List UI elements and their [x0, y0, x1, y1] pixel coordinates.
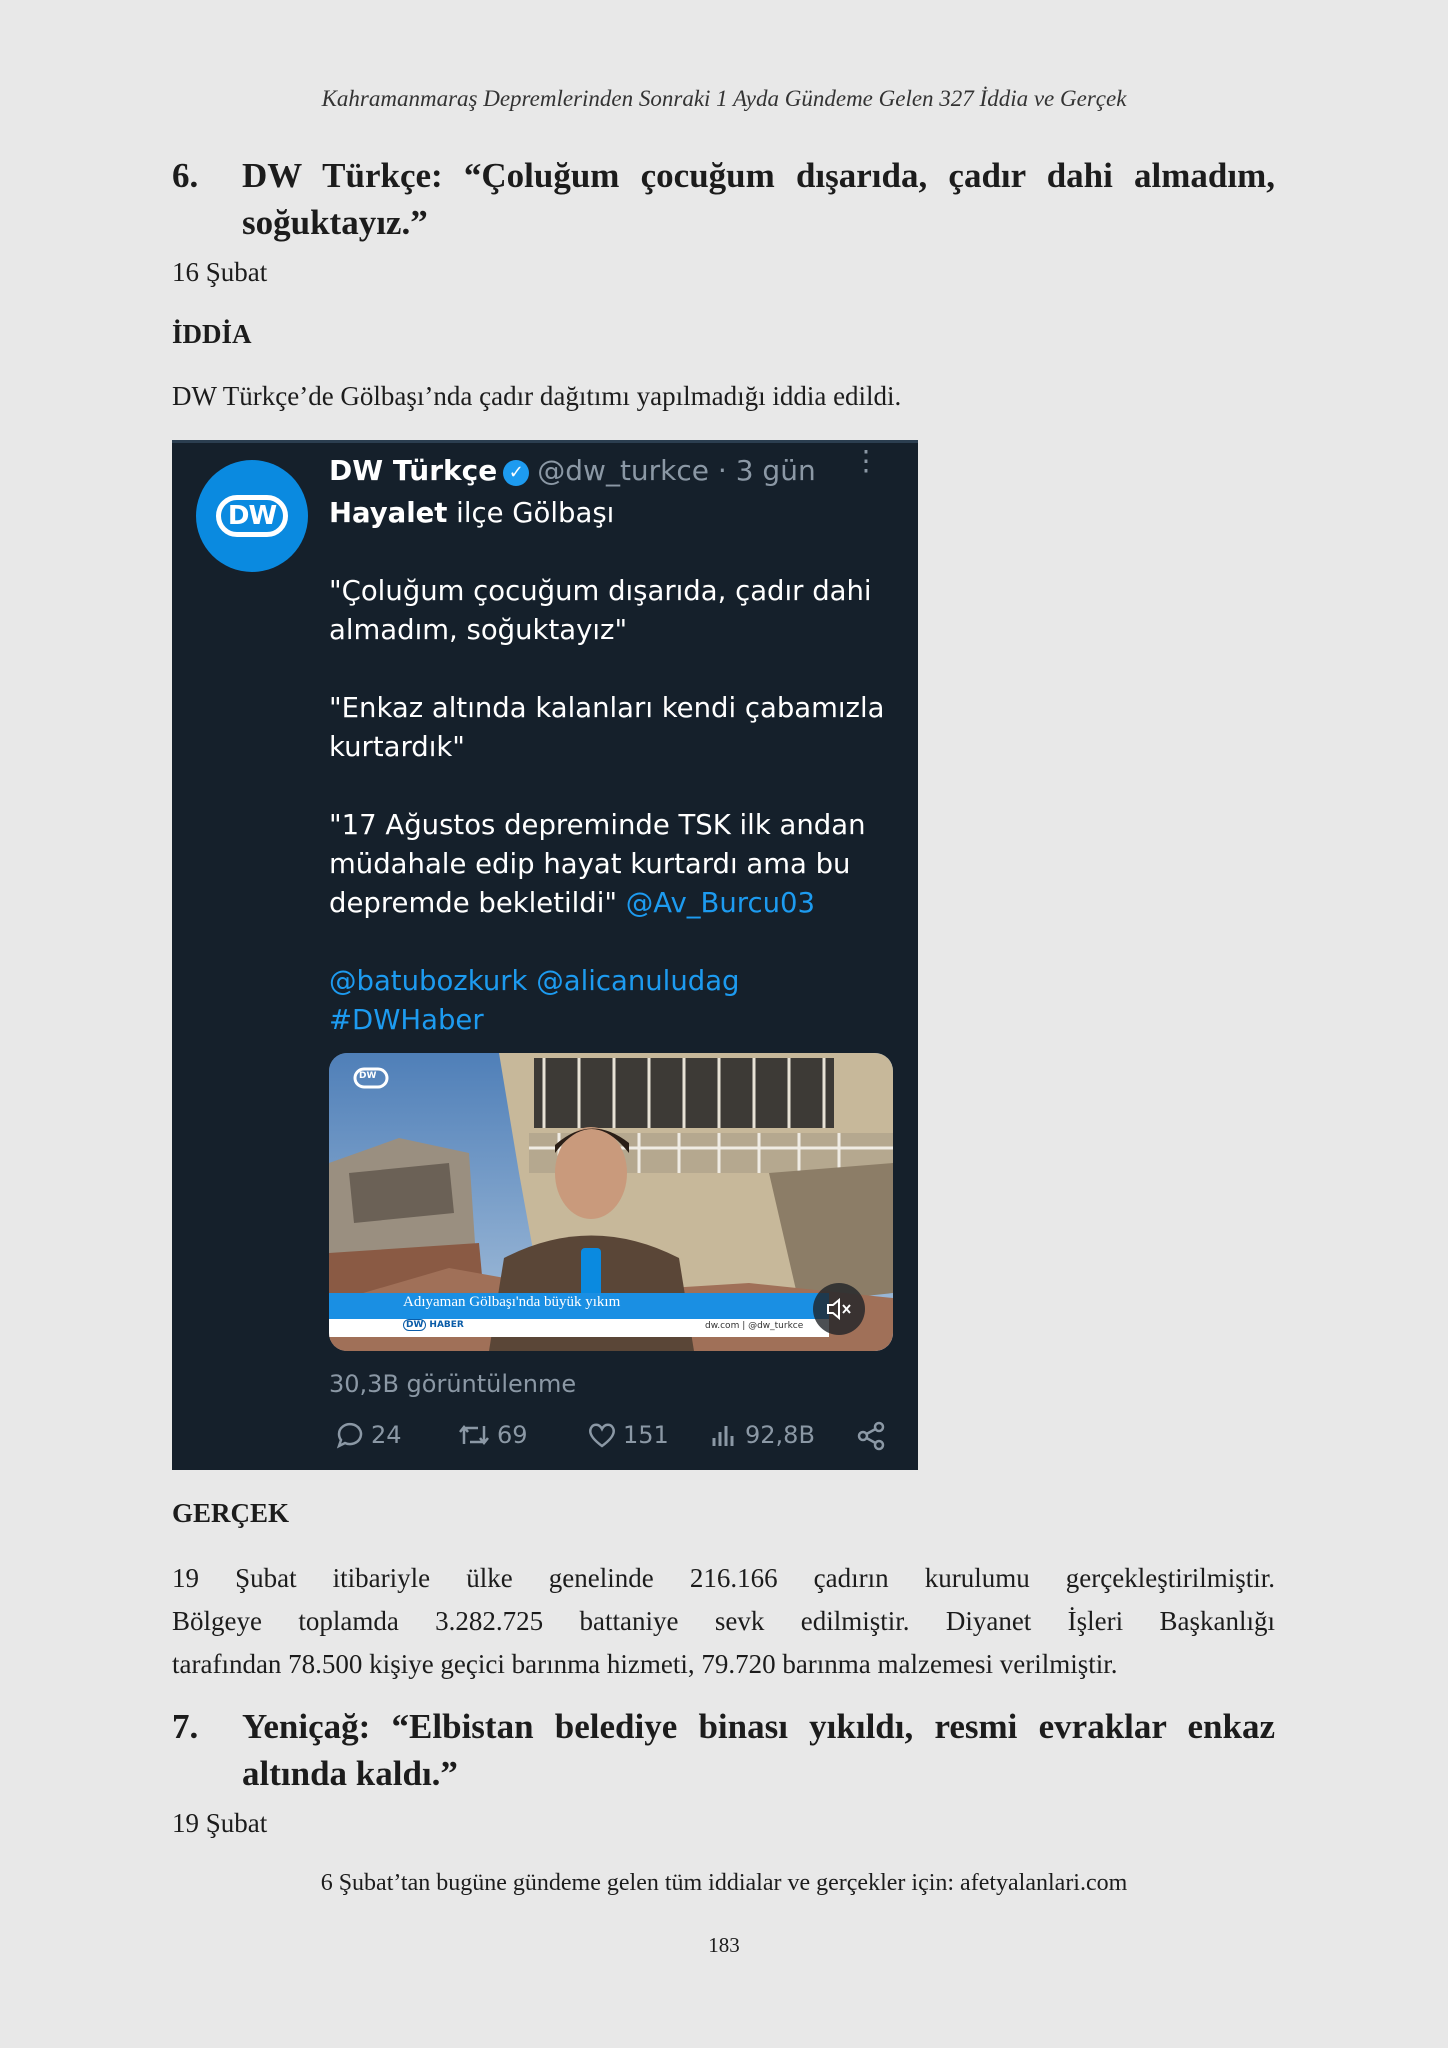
reply-count: 24: [371, 1421, 402, 1449]
section-6-title-line1: DW Türkçe: “Çoluğum çocuğum dışarıda, çadır dahi almadım,: [242, 156, 1275, 195]
fact-line1: 19 Şubat itibariyle ülke genelinde 216.166 çadırın kurulumu gerçekleştirilmiştir.: [172, 1563, 1275, 1593]
tweet-body: [329, 494, 899, 1040]
section-7-title-line1: Yeniçağ: “Elbistan belediye binası yıkıldı, resmi evraklar enkaz: [242, 1707, 1275, 1746]
like-action: [587, 1420, 669, 1450]
fact-text: [172, 1557, 1275, 1686]
video-credit: dw.com | @dw_turkce: [705, 1321, 804, 1331]
quote1-line2: almadım, soğuktayız": [329, 614, 628, 646]
video-brand: DW HABER: [403, 1320, 464, 1330]
fact-line2: Bölgeye toplamda 3.282.725 battaniye sevk edilmiştir. Diyanet İşleri Başkanlığı: [172, 1606, 1275, 1636]
footer-note: 6 Şubat’tan bugüne gündeme gelen tüm iddialar ve gerçekler için: afetyalanlari.com: [320, 1870, 1128, 1896]
hashtag-dwhaber: #DWHaber: [329, 1004, 484, 1036]
heart-icon: [587, 1420, 617, 1450]
claim-text: DW Türkçe’de Gölbaşı’nda çadır dağıtımı yapılmadığı iddia edildi.: [172, 381, 902, 411]
section-6-title-line2: soğuktayız.”: [242, 203, 428, 242]
mentions-line: @batubozkurk @alicanuludag: [329, 965, 740, 997]
reply-icon: [335, 1420, 365, 1450]
impressions-action: [709, 1420, 815, 1450]
tweet-line-bold: Hayalet: [329, 497, 448, 529]
video-caption: Adıyaman Gölbaşı'nda büyük yıkım: [403, 1294, 621, 1310]
retweet-icon: [457, 1420, 491, 1450]
quote1-line1: "Çoluğum çocuğum dışarıda, çadır dahi: [329, 575, 872, 607]
mention-av-burcu: @Av_Burcu03: [625, 887, 816, 919]
section-7-number: 7.: [172, 1707, 199, 1746]
quote3-line2: müdahale edip hayat kurtardı ama bu: [329, 848, 851, 880]
verified-badge-icon: ✓: [503, 460, 529, 486]
running-header: Kahramanmaraş Depremlerinden Sonraki 1 Ayda Gündeme Gelen 327 İddia ve Gerçek: [321, 86, 1127, 111]
retweet-count: 69: [497, 1421, 528, 1449]
section-6-number: 6.: [172, 156, 199, 195]
tweet-author-name: DW Türkçe: [329, 454, 498, 487]
retweet-action: [457, 1420, 528, 1450]
tweet-handle: @dw_turkce · 3 gün: [537, 454, 816, 487]
quote3-line1: "17 Ağustos depreminde TSK ilk andan: [329, 809, 866, 841]
tweet-screenshot: [172, 440, 918, 1470]
claim-label: İDDİA: [172, 319, 252, 349]
dw-avatar: [196, 460, 308, 572]
more-options-icon: ⋮: [852, 444, 880, 477]
video-corner-logo: DW: [359, 1071, 377, 1081]
section-6-date: 16 Şubat: [172, 257, 268, 287]
page-number: 183: [708, 1933, 740, 1957]
impressions-count: 92,8B: [745, 1421, 815, 1449]
view-count: 30,3B görüntülenme: [329, 1370, 577, 1398]
fact-label: GERÇEK: [172, 1498, 290, 1528]
mute-icon: [825, 1297, 853, 1321]
section-6-heading: [172, 152, 1275, 246]
share-icon: [855, 1420, 887, 1452]
quote2-line1: "Enkaz altında kalanları kendi çabamızla: [329, 692, 885, 724]
quote3-line3: depremde bekletildi": [329, 887, 626, 919]
section-7-heading: [172, 1703, 1275, 1797]
share-action: [855, 1420, 893, 1452]
like-count: 151: [623, 1421, 669, 1449]
dw-logo-icon: DW: [216, 495, 288, 537]
quote2-line2: kurtardık": [329, 731, 465, 763]
section-7-title-line2: altında kaldı.”: [242, 1754, 458, 1793]
tweet-line-rest: ilçe Gölbaşı: [447, 497, 615, 529]
fact-line3: tarafından 78.500 kişiye geçici barınma hizmeti, 79.720 barınma malzemesi verilmiştir.: [172, 1649, 1118, 1679]
section-7-date: 19 Şubat: [172, 1808, 268, 1838]
analytics-icon: [709, 1420, 739, 1450]
tweet-actions: [329, 1420, 899, 1460]
reply-action: [335, 1420, 402, 1450]
tweet-header: [329, 454, 816, 487]
tweet-video-thumbnail: [329, 1053, 893, 1351]
